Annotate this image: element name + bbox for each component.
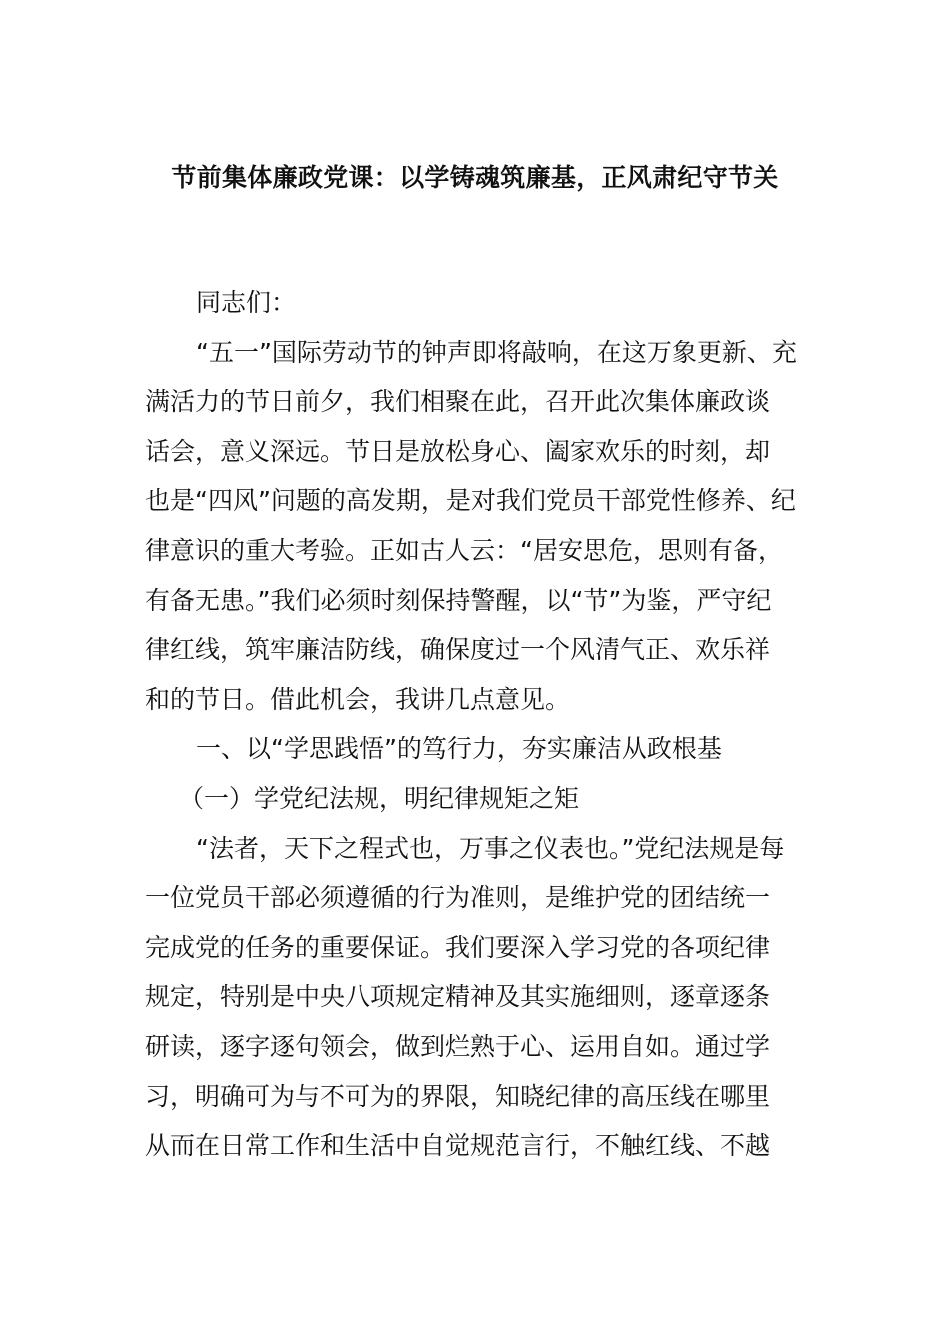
paragraph-line: “法者，天下之程式也，万事之仪表也。”党纪法规是每 bbox=[196, 833, 785, 863]
paragraph-line: 和的节日。借此机会，我讲几点意见。 bbox=[145, 684, 571, 714]
document-body bbox=[145, 278, 807, 1171]
salutation-line: 同志们： bbox=[196, 288, 297, 317]
paragraph-line: “五一”国际劳动节的钟声即将敲响，在这万象更新、充 bbox=[196, 337, 797, 367]
paragraph-line: 规定，特别是中央八项规定精神及其实施细则，逐章逐条 bbox=[145, 982, 771, 1012]
paragraph-line: 习，明确可为与不可为的界限，知晓纪律的高压线在哪里 bbox=[145, 1081, 771, 1111]
paragraph-line: 完成党的任务的重要保证。我们要深入学习党的各项纪律 bbox=[145, 932, 771, 962]
paragraph-line: 律红线，筑牢廉洁防线，确保度过一个风清气正、欢乐祥 bbox=[145, 635, 771, 665]
section-heading: 一、以“学思践悟”的笃行力，夯实廉洁从政根基 bbox=[196, 734, 722, 764]
paragraph-line: 律意识的重大考验。正如古人云：“居安思危，思则有备， bbox=[145, 535, 783, 565]
paragraph-line: 从而在日常工作和生活中自觉规范言行，不触红线、不越 bbox=[145, 1131, 771, 1161]
paragraph-line: 话会，意义深远。节日是放松身心、阖家欢乐的时刻，却 bbox=[145, 436, 771, 466]
document-title: 节前集体廉政党课：以学铸魂筑廉基，正风肃纪守节关 bbox=[171, 163, 779, 192]
paragraph-line: 有备无患。”我们必须时刻保持警醒，以“节”为鉴，严守纪 bbox=[145, 585, 772, 615]
paragraph-line: 也是“四风”问题的高发期，是对我们党员干部党性修养、纪 bbox=[145, 486, 796, 516]
paragraph-line: 满活力的节日前夕，我们相聚在此，召开此次集体廉政谈 bbox=[145, 387, 771, 417]
subsection-heading: （一）学党纪法规，明纪律规矩之矩 bbox=[179, 783, 580, 813]
paragraph-line: 研读，逐字逐句领会，做到烂熟于心、运用自如。通过学 bbox=[145, 1031, 771, 1061]
paragraph-line: 一位党员干部必须遵循的行为准则，是维护党的团结统一 bbox=[145, 883, 771, 913]
